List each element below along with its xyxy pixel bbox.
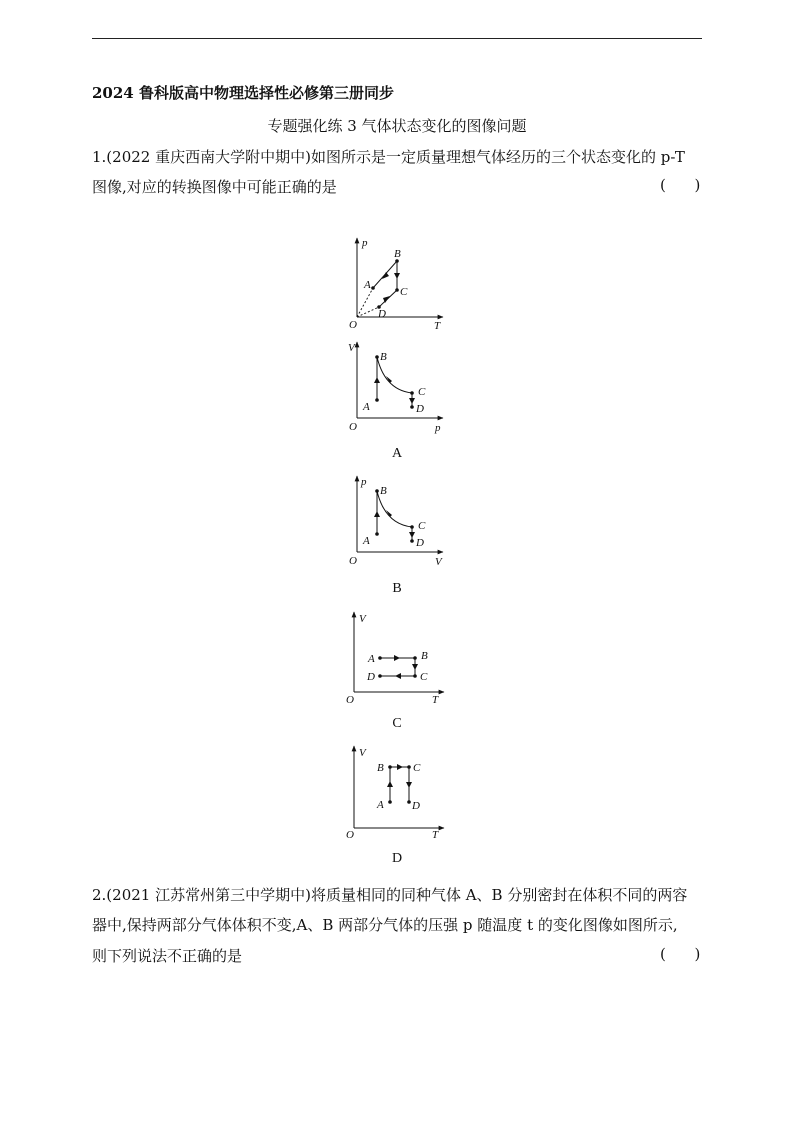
option-b-label: B [392, 581, 402, 596]
q1-main-pt-graph [345, 232, 455, 332]
point-B-label: B [380, 351, 387, 363]
option-a-label: A [391, 446, 403, 461]
y-axis-label: p [362, 237, 368, 249]
question-2-text-line-2: 器中,保持两部分气体体积不变,A、B 两部分气体的压强 p 随温度 t 的变化图像如图所示, [92, 916, 678, 934]
section-title: 专题强化练 3 气体状态变化的图像问题 [267, 117, 527, 135]
point-D-label: D [416, 537, 424, 549]
point-B-label: B [394, 248, 401, 260]
point-C-label: C [420, 671, 428, 683]
point-D-label: D [412, 800, 420, 812]
point-C-label: C [418, 520, 426, 532]
point-A-label: A [363, 401, 370, 413]
point-C-label: C [400, 286, 408, 298]
question-1-text-line-2: 图像,对应的转换图像中可能正确的是 [92, 178, 337, 196]
origin-label: O [349, 319, 357, 331]
q1-option-c-vt-graph [340, 608, 450, 706]
question-1-text-line-1: 1.(2022 重庆西南大学附中期中)如图所示是一定质量理想气体经历的三个状态变化的 p-T [92, 148, 685, 166]
point-B-label: B [377, 762, 384, 774]
question-1-answer-blank: ( ) [660, 176, 701, 194]
x-axis-label: p [435, 422, 441, 434]
origin-label: O [349, 555, 357, 567]
question-2-text-line-3: 则下列说法不正确的是 [92, 947, 243, 965]
option-c-label: C [392, 716, 402, 731]
y-axis-label: V [359, 747, 366, 759]
document-title: 2024 鲁科版高中物理选择性必修第三册同步 [92, 84, 394, 102]
origin-label: O [346, 829, 354, 841]
q1-option-d-vt-graph [340, 742, 450, 840]
point-D-label: D [416, 403, 424, 415]
option-d-label: D [391, 851, 403, 866]
point-A-label: A [368, 653, 375, 665]
point-B-label: B [380, 485, 387, 497]
point-B-label: B [421, 650, 428, 662]
point-D-label: D [367, 671, 375, 683]
y-axis-label: V [359, 613, 366, 625]
point-D-label: D [378, 308, 386, 320]
q1-option-b-pv-graph [345, 472, 455, 570]
point-C-label: C [413, 762, 421, 774]
origin-label: O [349, 421, 357, 433]
origin-label: O [346, 694, 354, 706]
question-2-answer-blank: ( ) [660, 945, 701, 963]
y-axis-label: p [361, 476, 367, 488]
x-axis-label: T [434, 320, 441, 332]
point-A-label: A [364, 279, 371, 291]
q1-option-a-vp-graph [345, 338, 455, 436]
header-rule [92, 38, 702, 39]
question-2-text-line-1: 2.(2021 江苏常州第三中学期中)将质量相同的同种气体 A、B 分别密封在体积不同的两容 [92, 886, 688, 904]
x-axis-label: T [432, 694, 439, 706]
point-A-label: A [363, 535, 370, 547]
point-C-label: C [418, 386, 426, 398]
x-axis-label: T [432, 829, 439, 841]
x-axis-label: V [435, 556, 442, 568]
point-A-label: A [377, 799, 384, 811]
y-axis-label: V [348, 342, 355, 354]
